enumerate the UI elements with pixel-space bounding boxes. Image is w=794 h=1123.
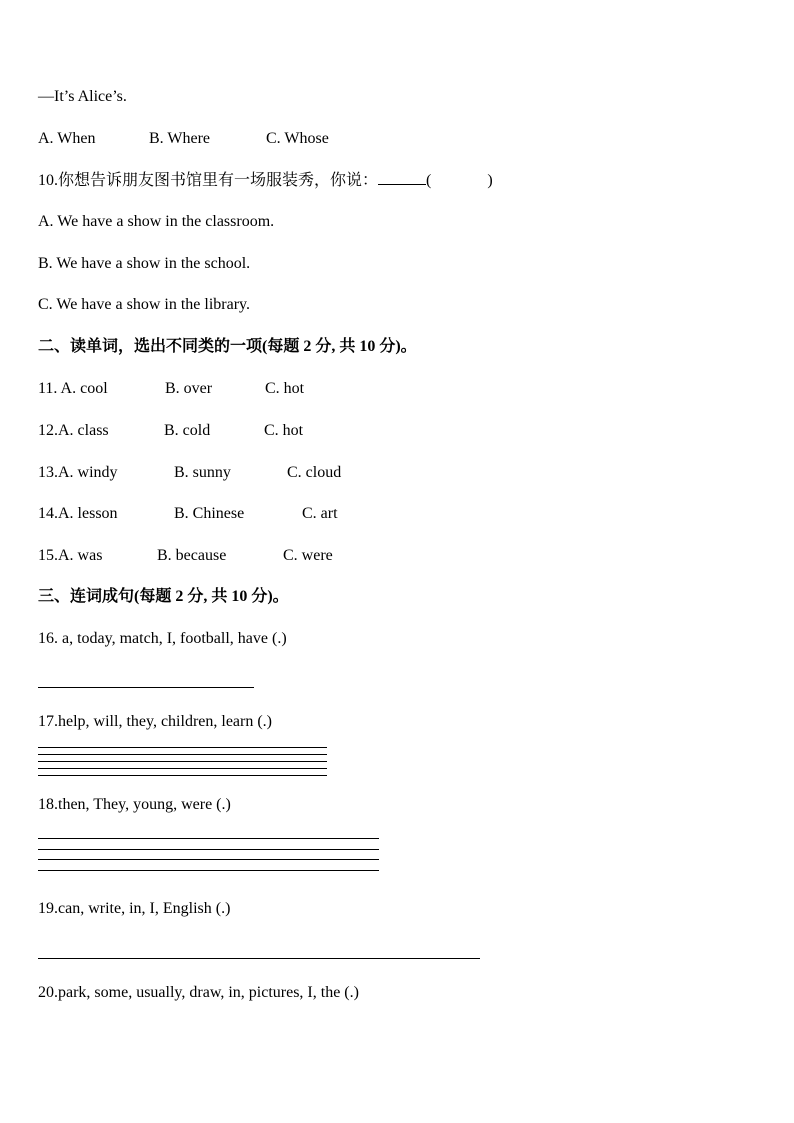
q17-prompt: 17.help, will, they, children, learn (.) xyxy=(38,713,272,730)
q17-answer-line-3[interactable] xyxy=(38,761,327,762)
q17-answer-line-4[interactable] xyxy=(38,768,327,769)
section2-title: 二、读单词，选出不同类的一项(每题 2 分, 共 10 分)。 xyxy=(38,338,417,355)
q12-option-b: B. cold xyxy=(164,422,211,439)
q12-label: 12.A. class xyxy=(38,422,109,439)
q11-option-c: C. hot xyxy=(265,380,305,397)
q10-option-b: B. We have a show in the school. xyxy=(38,255,251,272)
q18-answer-line-1[interactable] xyxy=(38,838,379,839)
q13-option-b: B. sunny xyxy=(174,464,231,481)
q19-answer-line[interactable] xyxy=(38,958,480,959)
q20-prompt: 20.park, some, usually, draw, in, pictures, I, the (.) xyxy=(38,984,359,1001)
q10-stem: 10.你想告诉朋友图书馆里有一场服装秀，你说： xyxy=(38,172,379,189)
q10-answer-blank[interactable] xyxy=(378,170,426,185)
q13-option-c: C. cloud xyxy=(287,464,342,481)
q9-option-a: A. When xyxy=(38,130,96,147)
q12-option-c: C. hot xyxy=(264,422,304,439)
q14-option-c: C. art xyxy=(302,505,338,522)
q10-option-c: C. We have a show in the library. xyxy=(38,296,250,313)
q16-prompt: 16. a, today, match, I, football, have (.) xyxy=(38,630,287,647)
q9-option-b: B. Where xyxy=(149,130,211,147)
q18-answer-line-4[interactable] xyxy=(38,870,379,871)
q10-open-paren: ( xyxy=(426,172,432,189)
q18-answer-line-2[interactable] xyxy=(38,849,379,850)
q10-stem-line xyxy=(38,170,493,192)
q11-label: 11. A. cool xyxy=(38,380,108,397)
q15-label: 15.A. was xyxy=(38,547,103,564)
q19-prompt: 19.can, write, in, I, English (.) xyxy=(38,900,231,917)
q15-option-b: B. because xyxy=(157,547,227,564)
section3-title: 三、连词成句(每题 2 分, 共 10 分)。 xyxy=(38,588,289,605)
q9-answer-line: —It’s Alice’s. xyxy=(38,88,127,105)
q14-option-b: B. Chinese xyxy=(174,505,245,522)
q13-label: 13.A. windy xyxy=(38,464,118,481)
q17-answer-line-1[interactable] xyxy=(38,747,327,748)
q11-option-b: B. over xyxy=(165,380,213,397)
q18-answer-line-3[interactable] xyxy=(38,859,379,860)
q17-answer-line-2[interactable] xyxy=(38,754,327,755)
q14-label: 14.A. lesson xyxy=(38,505,118,522)
q9-option-c: C. Whose xyxy=(266,130,329,147)
q16-answer-line[interactable] xyxy=(38,687,254,688)
q10-close-paren: ) xyxy=(487,172,493,189)
q10-option-a: A. We have a show in the classroom. xyxy=(38,213,275,230)
q18-prompt: 18.then, They, young, were (.) xyxy=(38,796,231,813)
q17-answer-line-5[interactable] xyxy=(38,775,327,776)
q15-option-c: C. were xyxy=(283,547,333,564)
